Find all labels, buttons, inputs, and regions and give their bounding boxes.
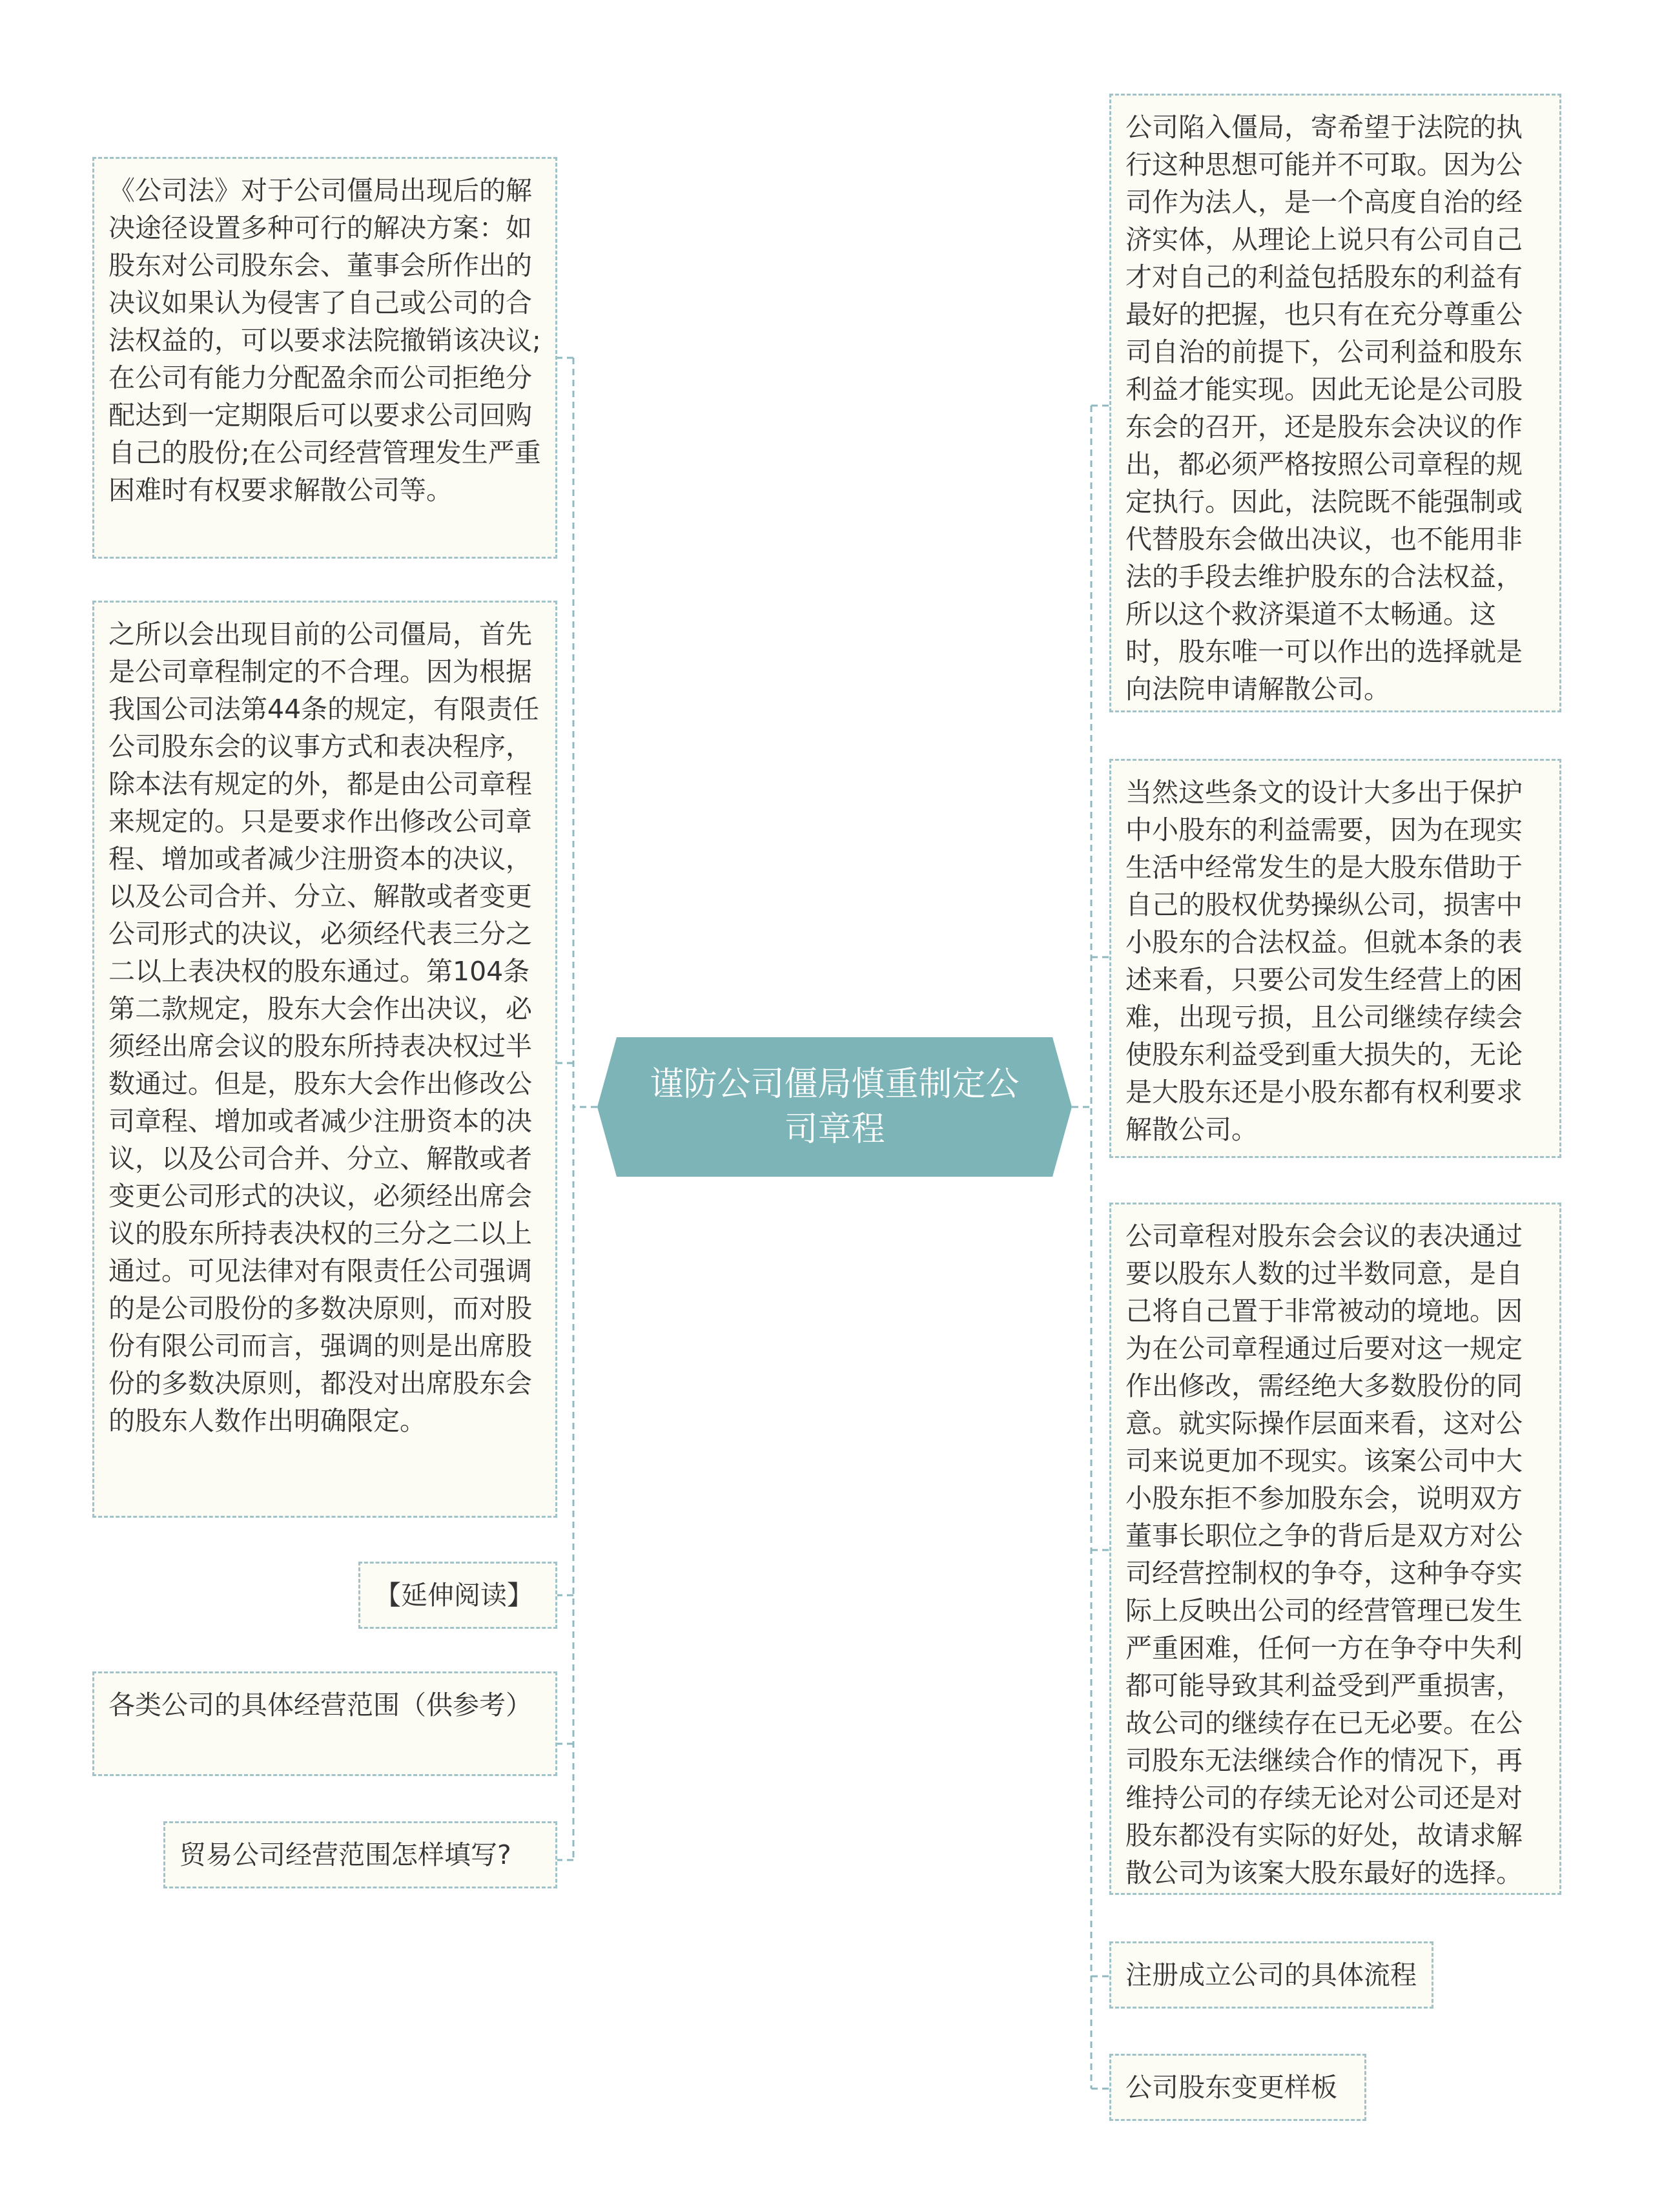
left-node-3-text: 【延伸阅读】	[375, 1580, 533, 1611]
left-node-4-text: 各类公司的具体经营范围（供参考）	[108, 1690, 532, 1721]
left-node-5-text: 贸易公司经营范围怎样填写?	[180, 1839, 511, 1870]
left-node-1[interactable]	[92, 157, 557, 559]
right-node-1[interactable]	[1109, 94, 1561, 712]
left-node-1-text: 《公司法》对于公司僵局出现后的解决途径设置多种可行的解决方案：如股东对公司股东会、董事会所作出的决议如果认为侵害了自己或公司的合法权益的，可以要求法院撤销该决议;在公司有能力分配盈余而公司拒绝分配达到一定期限后可以要求公司回购自己的股份;在公司经营管理发生严重困难时有权要求解散公司等。	[108, 175, 541, 506]
right-node-5-text: 公司股东变更样板	[1125, 2072, 1337, 2103]
central-topic[interactable]	[597, 1037, 1072, 1177]
right-node-3-text: 公司章程对股东会会议的表决通过要以股东人数的过半数同意，是自己将自己置于非常被动的境地。因为在公司章程通过后要对这一规定作出修改，需经绝大多数股份的同意。就实际操作层面来看，这对公司来说更加不现实。该案公司中大小股东拒不参加股东会，说明双方董事长职位之争的背后是双方对公司经营控制权的争夺，这种争夺实际上反映出公司的经营管理已发生严重困难，任何一方在争夺中失利都可能导致其利益受到严重损害，故公司的继续存在已无必要。在公司股东无法继续合作的情况下，再维持公司的存续无论对公司还是对股东都没有实际的好处，故请求解散公司为该案大股东最好的选择。	[1125, 1221, 1523, 1888]
left-node-link-business-scope[interactable]	[92, 1671, 557, 1776]
left-node-2-text: 之所以会出现目前的公司僵局，首先是公司章程制定的不合理。因为根据我国公司法第44条的规定，有限责任公司股东会的议事方式和表决程序，除本法有规定的外，都是由公司章程来规定的。只是要求作出修改公司章程、增加或者减少注册资本的决议，以及公司合并、分立、解散或者变更公司形式的决议，必须经代表三分之二以上表决权的股东通过。第104条第二款规定，股东大会作出决议，必须经出席会议的股东所持表决权过半数通过。但是，股东大会作出修改公司章程、增加或者减少注册资本的决议，以及公司合并、分立、解散或者变更公司形式的决议，必须经出席会议的股东所持表决权的三分之二以上通过。可见法律对有限责任公司强调的是公司股份的多数决原则，而对股份有限公司而言，强调的则是出席股份的多数决原则，都没对出席股东会的股东人数作出明确限定。	[108, 619, 540, 1436]
central-topic-title: 谨防公司僵局慎重制定公司章程	[650, 1065, 1020, 1149]
left-node-link-trade-scope[interactable]	[163, 1821, 557, 1888]
right-node-4-text: 注册成立公司的具体流程	[1125, 1959, 1417, 1990]
right-node-link-shareholder-change[interactable]	[1109, 2054, 1366, 2121]
right-node-2-text: 当然这些条文的设计大多出于保护中小股东的利益需要，因为在现实生活中经常发生的是大股东借助于自己的股权优势操纵公司，损害中小股东的合法权益。但就本条的表述来看，只要公司发生经营上的困难，出现亏损，且公司继续存续会使股东利益受到重大损失的，无论是大股东还是小股东都有权利要求解散公司。	[1125, 777, 1523, 1145]
right-node-link-registration[interactable]	[1109, 1941, 1433, 2009]
right-node-3[interactable]	[1109, 1203, 1561, 1895]
left-node-extended-reading[interactable]	[358, 1562, 557, 1629]
right-node-1-text: 公司陷入僵局，寄希望于法院的执行这种思想可能并不可取。因为公司作为法人，是一个高度自治的经济实体，从理论上说只有公司自己才对自己的利益包括股东的利益有最好的把握，也只有在充分尊重公司自治的前提下，公司利益和股东利益才能实现。因此无论是公司股东会的召开，还是股东会决议的作出，都必须严格按照公司章程的规定执行。因此，法院既不能强制或代替股东会做出决议，也不能用非法的手段去维护股东的合法权益，所以这个救济渠道不太畅通。这时，股东唯一可以作出的选择就是向法院申请解散公司。	[1125, 112, 1523, 705]
left-node-2[interactable]	[92, 601, 557, 1518]
right-node-2[interactable]	[1109, 759, 1561, 1158]
